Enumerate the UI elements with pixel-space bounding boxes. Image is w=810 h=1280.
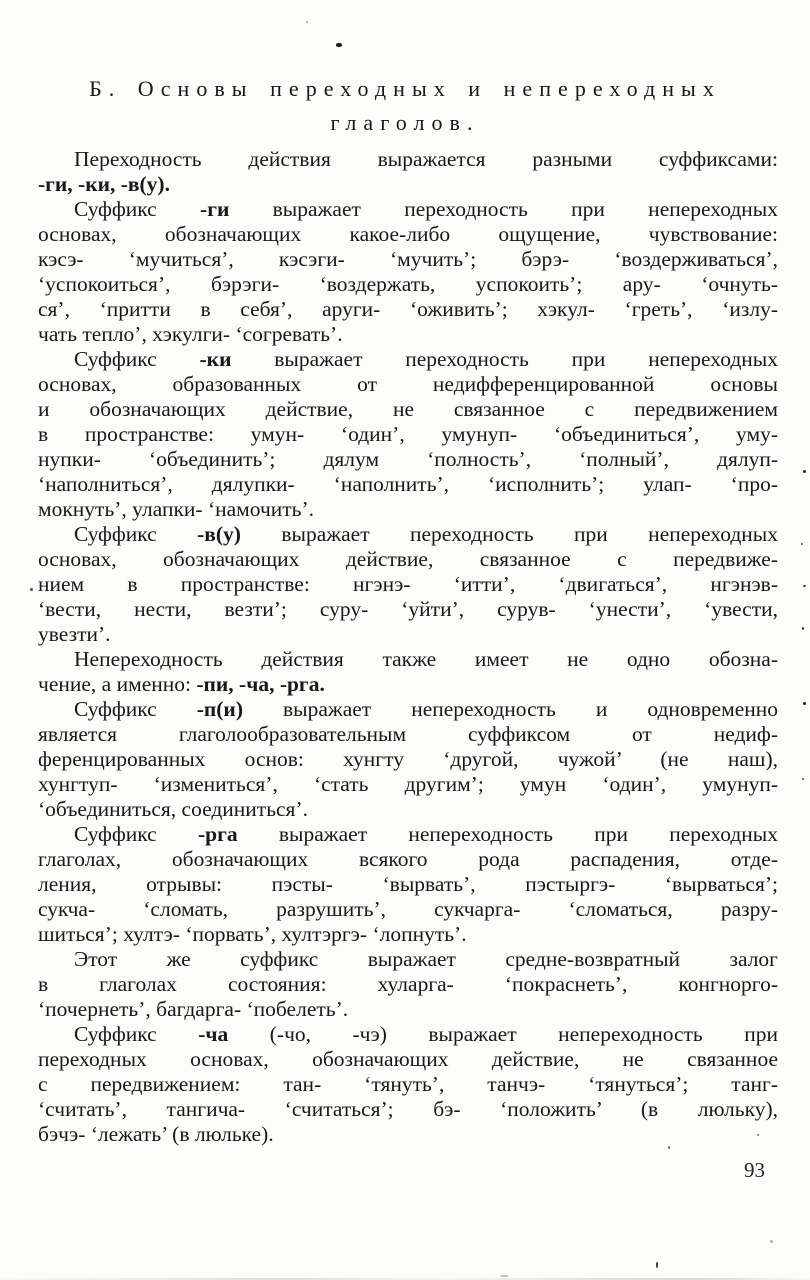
- suffix-bold-segment: -ча: [198, 1022, 229, 1046]
- text-segment: чать тепло’, хэкулги- ‘согревать’.: [38, 322, 343, 346]
- text-line: [38, 472, 778, 497]
- text-segment: кэсэ- ‘мучиться’, кэсэги- ‘мучить’; бэрэ- ‘воздерживаться’,: [38, 247, 778, 271]
- text-segment: нупки- ‘объединить’; дялум ‘полность’, ‘полный’, дялуп-: [38, 447, 778, 471]
- text-line: [38, 797, 778, 822]
- text-line: [38, 347, 778, 372]
- text-line: [38, 222, 778, 247]
- text-segment: основах, образованных от недифференцированной основы: [38, 372, 778, 396]
- text-line: [38, 172, 778, 197]
- suffix-bold-segment: -ки: [199, 347, 232, 371]
- text-block: [38, 147, 778, 1147]
- text-line: [38, 522, 778, 547]
- text-line: [38, 972, 778, 997]
- text-segment: в глаголах состояния: хуларга- ‘покраснеть’, конгнорго-: [38, 972, 778, 996]
- text-segment: выражает непереходность и одновременно: [242, 697, 778, 721]
- section-heading: [0, 72, 810, 140]
- text-segment: ся’, ‘притти в себя’, аруги- ‘оживить’; хэкул- ‘греть’, ‘излу-: [38, 297, 778, 321]
- text-line: [38, 197, 778, 222]
- text-line: [38, 322, 778, 347]
- text-line: [38, 372, 778, 397]
- text-line: [38, 1122, 778, 1147]
- text-segment: Непереходность действия также имеет не одно обозна-: [74, 647, 778, 671]
- text-segment: ‘наполниться’, дялупки- ‘наполнить’, ‘исполнить’; улап- ‘про-: [38, 472, 778, 496]
- text-line: [38, 647, 778, 672]
- text-segment: выражает непереходность при переходных: [237, 822, 778, 846]
- suffix-bold-segment: -рга: [197, 822, 238, 846]
- text-line: [38, 447, 778, 472]
- text-segment: ‘объединиться, соединиться’.: [38, 797, 308, 821]
- text-line: [38, 297, 778, 322]
- text-line: [38, 672, 778, 697]
- text-segment: основах, обозначающих действие, связанное с передвиже-: [38, 547, 778, 571]
- text-segment: чение, а именно:: [38, 672, 197, 696]
- text-segment: мокнуть’, улапки- ‘намочить’.: [38, 497, 315, 521]
- text-segment: ференцированных основ: хунгту ‘другой, чужой’ (не наш),: [38, 747, 778, 771]
- text-line: [38, 947, 778, 972]
- text-segment: (-чо, -чэ) выражает непереходность при: [228, 1022, 778, 1046]
- text-segment: является глаголообразовательным суффиксом от недиф-: [38, 722, 778, 746]
- section-heading-line-2: глаголов.: [330, 110, 480, 135]
- text-segment: ления, отрывы: пэсты- ‘вырвать’, пэстыргэ- ‘вырваться’;: [38, 872, 778, 896]
- text-segment: бэчэ- ‘лежать’ (в люльке).: [38, 1122, 274, 1146]
- text-line: [38, 622, 778, 647]
- text-segment: хунгтуп- ‘измениться’, ‘стать другим’; умун ‘один’, умунуп-: [38, 772, 778, 796]
- suffix-bold-segment: -ги: [200, 197, 230, 221]
- text-segment: выражает переходность при непереходных: [231, 347, 778, 371]
- text-line: [38, 772, 778, 797]
- text-segment: ‘вести, нести, везти’; суру- ‘уйти’, сурув- ‘унести’, ‘увести,: [38, 597, 778, 621]
- text-line: [38, 497, 778, 522]
- text-segment: Суффикс: [74, 697, 197, 721]
- text-segment: в пространстве: умун- ‘один’, умунуп- ‘объединиться’, уму-: [38, 422, 778, 446]
- scan-speck: [770, 1240, 773, 1243]
- text-line: [38, 397, 778, 422]
- text-line: [38, 147, 778, 172]
- text-line: [38, 1072, 778, 1097]
- text-line: [38, 247, 778, 272]
- text-segment: шиться’; хултэ- ‘порвать’, хултэргэ- ‘лопнуть’.: [38, 922, 467, 946]
- scan-speck: [668, 1146, 670, 1149]
- text-line: [38, 872, 778, 897]
- text-line: [38, 1047, 778, 1072]
- scan-speck: [30, 588, 33, 591]
- text-line: [38, 822, 778, 847]
- scan-speck: [803, 470, 806, 473]
- text-segment: ‘почернеть’, багдарга- ‘побелеть’.: [38, 997, 349, 1021]
- text-line: [38, 697, 778, 722]
- text-line: [38, 547, 778, 572]
- text-line: [38, 722, 778, 747]
- text-line: [38, 597, 778, 622]
- text-line: [38, 997, 778, 1022]
- text-line: [38, 572, 778, 597]
- text-segment: ‘успокоиться’, бэрэги- ‘воздержать, успокоить’; ару- ‘очнуть-: [38, 272, 778, 296]
- scan-speck: [656, 1262, 658, 1268]
- text-line: [38, 1022, 778, 1047]
- text-segment: сукча- ‘сломать, разрушить’, сукчарга- ‘сломаться, разру-: [38, 897, 778, 921]
- text-segment: Этот же суффикс выражает средне-возвратный залог: [74, 947, 778, 971]
- suffix-bold-segment: -ги, -ки, -в(у).: [38, 172, 170, 196]
- section-heading-line-1: Б. Основы переходных и непереходных: [89, 76, 721, 101]
- text-segment: основах, обозначающих какое-либо ощущение, чувствование:: [38, 222, 778, 246]
- text-segment: Переходность действия выражается разными суффиксами:: [74, 147, 778, 171]
- text-segment: выражает переходность при непереходных: [229, 197, 778, 221]
- scan-speck: [500, 1275, 509, 1277]
- text-segment: и обозначающих действие, не связанное с передвижением: [38, 397, 778, 421]
- text-line: [38, 922, 778, 947]
- text-segment: ‘считать’, тангича- ‘считаться’; бэ- ‘положить’ (в люльку),: [38, 1097, 778, 1121]
- scan-speck: [757, 1134, 759, 1136]
- text-segment: Суффикс: [74, 197, 201, 221]
- text-segment: переходных основах, обозначающих действие, не связанное: [38, 1047, 778, 1071]
- text-segment: нием в пространстве: нгэнэ- ‘итти’, ‘двигаться’, нгэнэв-: [38, 572, 778, 596]
- scan-speck: [803, 585, 806, 587]
- text-segment: Суффикс: [74, 1022, 199, 1046]
- text-segment: Суффикс: [74, 347, 200, 371]
- text-line: [38, 847, 778, 872]
- scan-speck: [802, 778, 804, 780]
- scan-speck: [336, 43, 342, 47]
- text-segment: с передвижением: тан- ‘тянуть’, танчэ- ‘тянуться’; танг-: [38, 1072, 778, 1096]
- scan-speck: [801, 543, 803, 545]
- text-segment: глаголах, обозначающих всякого рода распадения, отде-: [38, 847, 778, 871]
- scan-speck: [802, 627, 804, 630]
- text-line: [38, 747, 778, 772]
- scan-speck: [306, 21, 308, 23]
- suffix-bold-segment: -п(и): [196, 697, 243, 721]
- text-line: [38, 272, 778, 297]
- text-segment: увезти’.: [38, 622, 111, 646]
- scan-speck: [803, 702, 806, 705]
- text-segment: Суффикс: [74, 522, 198, 546]
- page-number: 93: [744, 1158, 765, 1182]
- text-line: [38, 422, 778, 447]
- text-segment: Суффикс: [74, 822, 198, 846]
- suffix-bold-segment: -пи, -ча, -рга.: [196, 672, 325, 696]
- text-line: [38, 897, 778, 922]
- text-line: [38, 1097, 778, 1122]
- text-segment: выражает переходность при непереходных: [240, 522, 778, 546]
- suffix-bold-segment: -в(у): [197, 522, 241, 546]
